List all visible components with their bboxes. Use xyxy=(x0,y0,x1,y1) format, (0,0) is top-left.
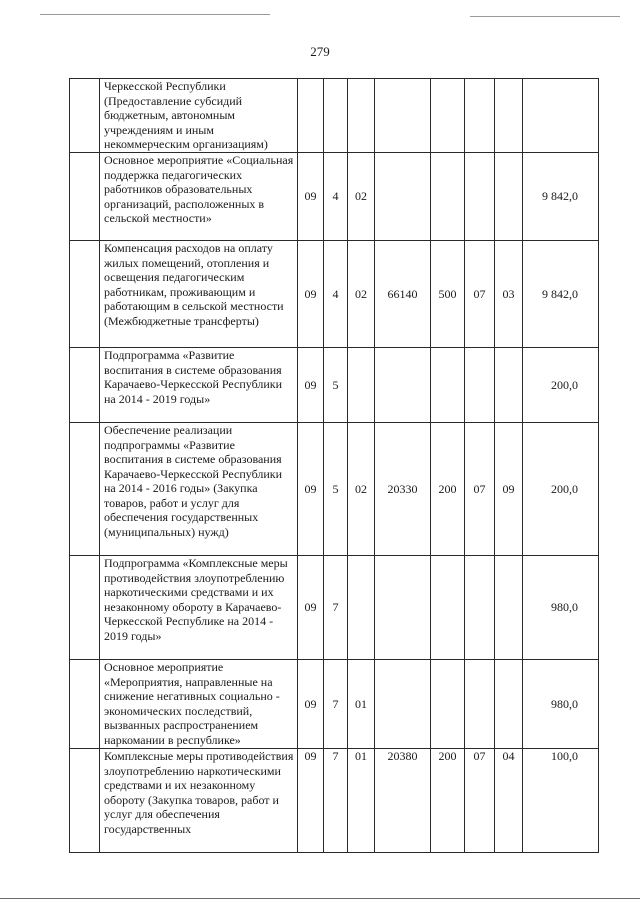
code-subsection: 7 xyxy=(324,556,348,660)
code-target: 20380 xyxy=(375,749,431,853)
code-group xyxy=(348,79,375,153)
row-name: Подпрограмма «Комплексные меры противодействия злоупотреблению наркотическими средствами и их незаконному обороту в Карачаево-Черкесской Республике на 2014 - 2019 годы» xyxy=(100,556,298,660)
empty-cell xyxy=(70,556,100,660)
row-amount: 200,0 xyxy=(523,348,599,423)
page-number: 279 xyxy=(310,44,330,59)
code-target xyxy=(375,660,431,749)
code-subsection2: 04 xyxy=(495,749,523,853)
row-amount: 980,0 xyxy=(523,556,599,660)
code-target xyxy=(375,79,431,153)
code-section2 xyxy=(465,153,495,241)
code-subsection: 4 xyxy=(324,241,348,348)
row-amount xyxy=(523,79,599,153)
code-subsection2 xyxy=(495,556,523,660)
table-row xyxy=(70,660,599,749)
code-section xyxy=(298,79,324,153)
code-expense-type xyxy=(431,348,465,423)
row-amount: 200,0 xyxy=(523,423,599,556)
code-section: 09 xyxy=(298,749,324,853)
table-row xyxy=(70,423,599,556)
code-section: 09 xyxy=(298,556,324,660)
empty-cell xyxy=(70,348,100,423)
code-subsection: 5 xyxy=(324,348,348,423)
row-name: Подпрограмма «Развитие воспитания в системе образования Карачаево-Черкесской Республики на 2014 - 2019 годы» xyxy=(100,348,298,423)
row-name: Обеспечение реализации подпрограммы «Развитие воспитания в системе образования Карачаево-Черкесской Республики на 2014 - 2016 годы» (Закупка товаров, работ и услуг для обеспечения государственных (муниципальных) нужд) xyxy=(100,423,298,556)
scan-artifact-top-left xyxy=(40,14,270,15)
row-name: Основное мероприятие «Мероприятия, направленные на снижение негативных социально - экономических последствий, вызванных распространением наркомании в республике» xyxy=(100,660,298,749)
scan-artifact-top-right xyxy=(470,16,620,17)
code-section2: 07 xyxy=(465,749,495,853)
budget-table xyxy=(69,78,599,853)
code-section: 09 xyxy=(298,153,324,241)
code-subsection: 5 xyxy=(324,423,348,556)
code-group xyxy=(348,556,375,660)
code-section: 09 xyxy=(298,348,324,423)
code-section: 09 xyxy=(298,660,324,749)
table-row xyxy=(70,241,599,348)
code-subsection2 xyxy=(495,79,523,153)
empty-cell xyxy=(70,749,100,853)
code-group xyxy=(348,348,375,423)
empty-cell xyxy=(70,241,100,348)
code-expense-type: 200 xyxy=(431,423,465,556)
code-expense-type xyxy=(431,79,465,153)
code-subsection2 xyxy=(495,153,523,241)
empty-cell xyxy=(70,423,100,556)
code-subsection: 7 xyxy=(324,660,348,749)
code-group: 01 xyxy=(348,749,375,853)
row-amount: 100,0 xyxy=(523,749,599,853)
code-section: 09 xyxy=(298,241,324,348)
code-subsection2: 09 xyxy=(495,423,523,556)
code-subsection2 xyxy=(495,348,523,423)
table-row xyxy=(70,348,599,423)
code-section2 xyxy=(465,660,495,749)
code-section2 xyxy=(465,348,495,423)
code-expense-type xyxy=(431,556,465,660)
row-name: Основное мероприятие «Социальная поддержка педагогических работников образовательных организаций, расположенных в сельской местности» xyxy=(100,153,298,241)
code-subsection: 4 xyxy=(324,153,348,241)
row-amount: 9 842,0 xyxy=(523,153,599,241)
empty-cell xyxy=(70,660,100,749)
code-target: 66140 xyxy=(375,241,431,348)
empty-cell xyxy=(70,153,100,241)
code-expense-type xyxy=(431,660,465,749)
code-target xyxy=(375,348,431,423)
code-group: 02 xyxy=(348,241,375,348)
code-section: 09 xyxy=(298,423,324,556)
empty-cell xyxy=(70,79,100,153)
table-row xyxy=(70,153,599,241)
code-group: 02 xyxy=(348,153,375,241)
code-section2 xyxy=(465,79,495,153)
code-subsection xyxy=(324,79,348,153)
code-expense-type xyxy=(431,153,465,241)
page-bottom-edge xyxy=(0,898,640,899)
table-row xyxy=(70,749,599,853)
code-subsection2 xyxy=(495,660,523,749)
code-subsection2: 03 xyxy=(495,241,523,348)
code-section2 xyxy=(465,556,495,660)
row-name: Компенсация расходов на оплату жилых помещений, отопления и освещения педагогическим работникам, проживающим и работающим в сельской местности (Межбюджетные трансферты) xyxy=(100,241,298,348)
row-amount: 9 842,0 xyxy=(523,241,599,348)
code-group: 01 xyxy=(348,660,375,749)
table-row xyxy=(70,556,599,660)
code-target xyxy=(375,556,431,660)
code-group: 02 xyxy=(348,423,375,556)
code-target xyxy=(375,153,431,241)
code-section2: 07 xyxy=(465,423,495,556)
code-target: 20330 xyxy=(375,423,431,556)
code-subsection: 7 xyxy=(324,749,348,853)
row-name: Комплексные меры противодействия злоупотреблению наркотическими средствами и их незаконному обороту (Закупка товаров, работ и услуг для обеспечения государственных xyxy=(100,749,298,853)
row-amount: 980,0 xyxy=(523,660,599,749)
row-name: Черкесской Республики (Предоставление субсидий бюджетным, автономным учреждениям и иным некоммерческим организациям) xyxy=(100,79,298,153)
code-expense-type: 200 xyxy=(431,749,465,853)
code-section2: 07 xyxy=(465,241,495,348)
code-expense-type: 500 xyxy=(431,241,465,348)
table-row xyxy=(70,79,599,153)
